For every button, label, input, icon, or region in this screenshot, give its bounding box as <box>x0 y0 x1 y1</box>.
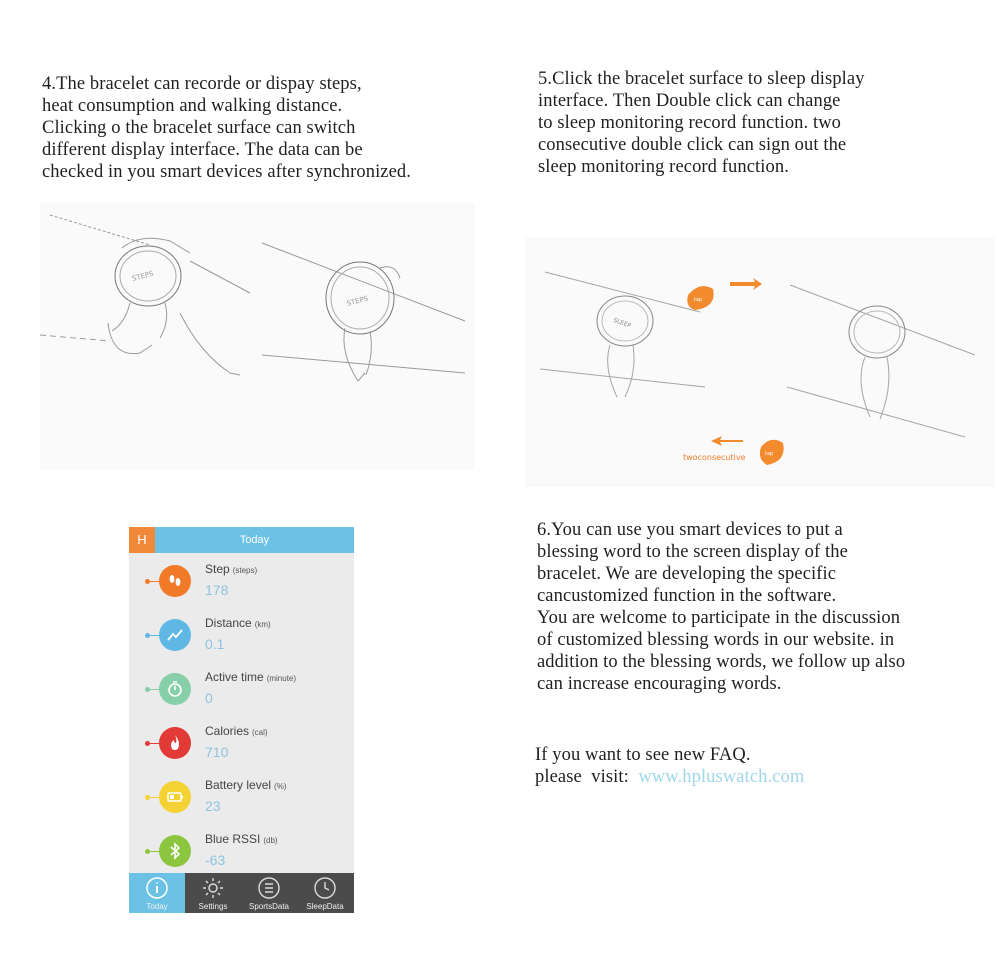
text-line: cancustomized function in the software. <box>537 586 837 606</box>
list-item-calories[interactable] <box>129 716 354 770</box>
text-line: Clicking o the bracelet surface can switch <box>42 118 356 138</box>
text-line: sleep monitoring record function. <box>538 157 789 177</box>
faq-line <box>535 766 804 788</box>
watch-face-label: SLEEP <box>612 316 632 330</box>
text-line: different display interface. The data can be <box>42 140 363 160</box>
flame-icon <box>159 727 191 759</box>
clock-icon <box>313 876 337 900</box>
text-line: 4.The bracelet can recorde or dispay steps, <box>42 74 362 94</box>
row-label: Calories (cal) <box>205 724 268 738</box>
row-unit: (minute) <box>266 674 297 683</box>
tab-today[interactable] <box>129 873 185 913</box>
text-line: 5.Click the bracelet surface to sleep display <box>538 69 865 89</box>
text-line: of customized blessing words in our website. in <box>537 630 895 650</box>
row-unit: (%) <box>274 782 287 791</box>
website-link[interactable]: www.hpluswatch.com <box>638 767 805 787</box>
text-line: to sleep monitoring record function. two <box>538 113 842 133</box>
row-unit: (steps) <box>232 566 258 575</box>
info-icon <box>145 876 169 900</box>
text-line: addition to the blessing words, we follow up also <box>537 652 906 672</box>
app-screenshot <box>129 527 354 913</box>
faq-line: If you want to see new FAQ. <box>535 745 751 765</box>
faq-text <box>535 744 804 788</box>
text-line: 6.You can use you smart devices to put a <box>537 520 843 540</box>
section-5-text <box>538 68 865 178</box>
gear-icon <box>201 876 225 900</box>
tap-bubble-label: tap <box>765 451 774 457</box>
tab-sportsdata[interactable] <box>241 873 297 913</box>
watch-face-label: STEPS <box>345 294 370 308</box>
row-value: 0.1 <box>205 636 225 652</box>
watch-face-label: STEPS <box>131 269 155 283</box>
row-unit: (db) <box>263 836 278 845</box>
app-logo: H <box>129 527 155 553</box>
row-value: 710 <box>205 744 229 760</box>
tab-settings[interactable] <box>185 873 241 913</box>
text-line: blessing word to the screen display of the <box>537 542 848 562</box>
text-line: You are welcome to participate in the discussion <box>537 608 901 628</box>
tab-sleepdata[interactable] <box>297 873 353 913</box>
stopwatch-icon <box>159 673 191 705</box>
row-label: Blue RSSI (db) <box>205 832 278 846</box>
tap-bubble-label: tap <box>694 297 703 303</box>
section-6-text <box>537 519 905 695</box>
row-value: -63 <box>205 852 226 868</box>
bluetooth-icon <box>159 835 191 867</box>
tab-label: Settings <box>198 902 228 911</box>
bottom-tab-bar <box>129 873 354 913</box>
tab-label: SportsData <box>248 902 290 911</box>
arrow-right-icon <box>730 278 762 290</box>
list-item-blue-rssi[interactable] <box>129 824 354 878</box>
text-line: bracelet. We are developing the specific <box>537 564 837 584</box>
row-label: Distance (km) <box>205 616 271 630</box>
text-line: heat consumption and walking distance. <box>42 96 343 116</box>
app-title: Today <box>239 534 270 546</box>
distance-chart-icon <box>159 619 191 651</box>
row-label: Active time (minute) <box>205 670 297 684</box>
battery-icon <box>159 781 191 813</box>
row-value: 178 <box>205 582 229 598</box>
sleep-mode-illustration <box>525 237 995 487</box>
text-line: checked in you smart devices after synchronized. <box>42 162 412 182</box>
list-item-active-time[interactable] <box>129 662 354 716</box>
text-line: interface. Then Double click can change <box>538 91 841 111</box>
row-label: Battery level (%) <box>205 778 287 792</box>
list-icon <box>257 876 281 900</box>
row-unit: (km) <box>254 620 271 629</box>
row-unit: (cal) <box>252 728 268 737</box>
bracelet-sketch-illustration <box>40 203 475 470</box>
footprints-icon <box>159 565 191 597</box>
row-value: 23 <box>205 798 221 814</box>
sleep-mode-drawing <box>525 237 995 487</box>
text-line: can increase encouraging words. <box>537 674 782 694</box>
row-label: Step (steps) <box>205 562 258 576</box>
tab-label: SleepData <box>306 902 344 911</box>
faq-prefix: please visit: <box>535 767 639 787</box>
app-header <box>129 527 354 553</box>
list-item-battery[interactable] <box>129 770 354 824</box>
text-line: consecutive double click can sign out the <box>538 135 847 155</box>
list-item-step[interactable] <box>129 554 354 608</box>
tab-label: Today <box>146 902 168 911</box>
arrow-left-icon <box>711 436 743 446</box>
row-value: 0 <box>205 690 213 706</box>
two-consecutive-caption: twoconsecutive <box>683 453 746 462</box>
bracelet-sketch-drawing <box>40 203 475 470</box>
list-item-distance[interactable] <box>129 608 354 662</box>
section-4-text <box>42 73 411 183</box>
